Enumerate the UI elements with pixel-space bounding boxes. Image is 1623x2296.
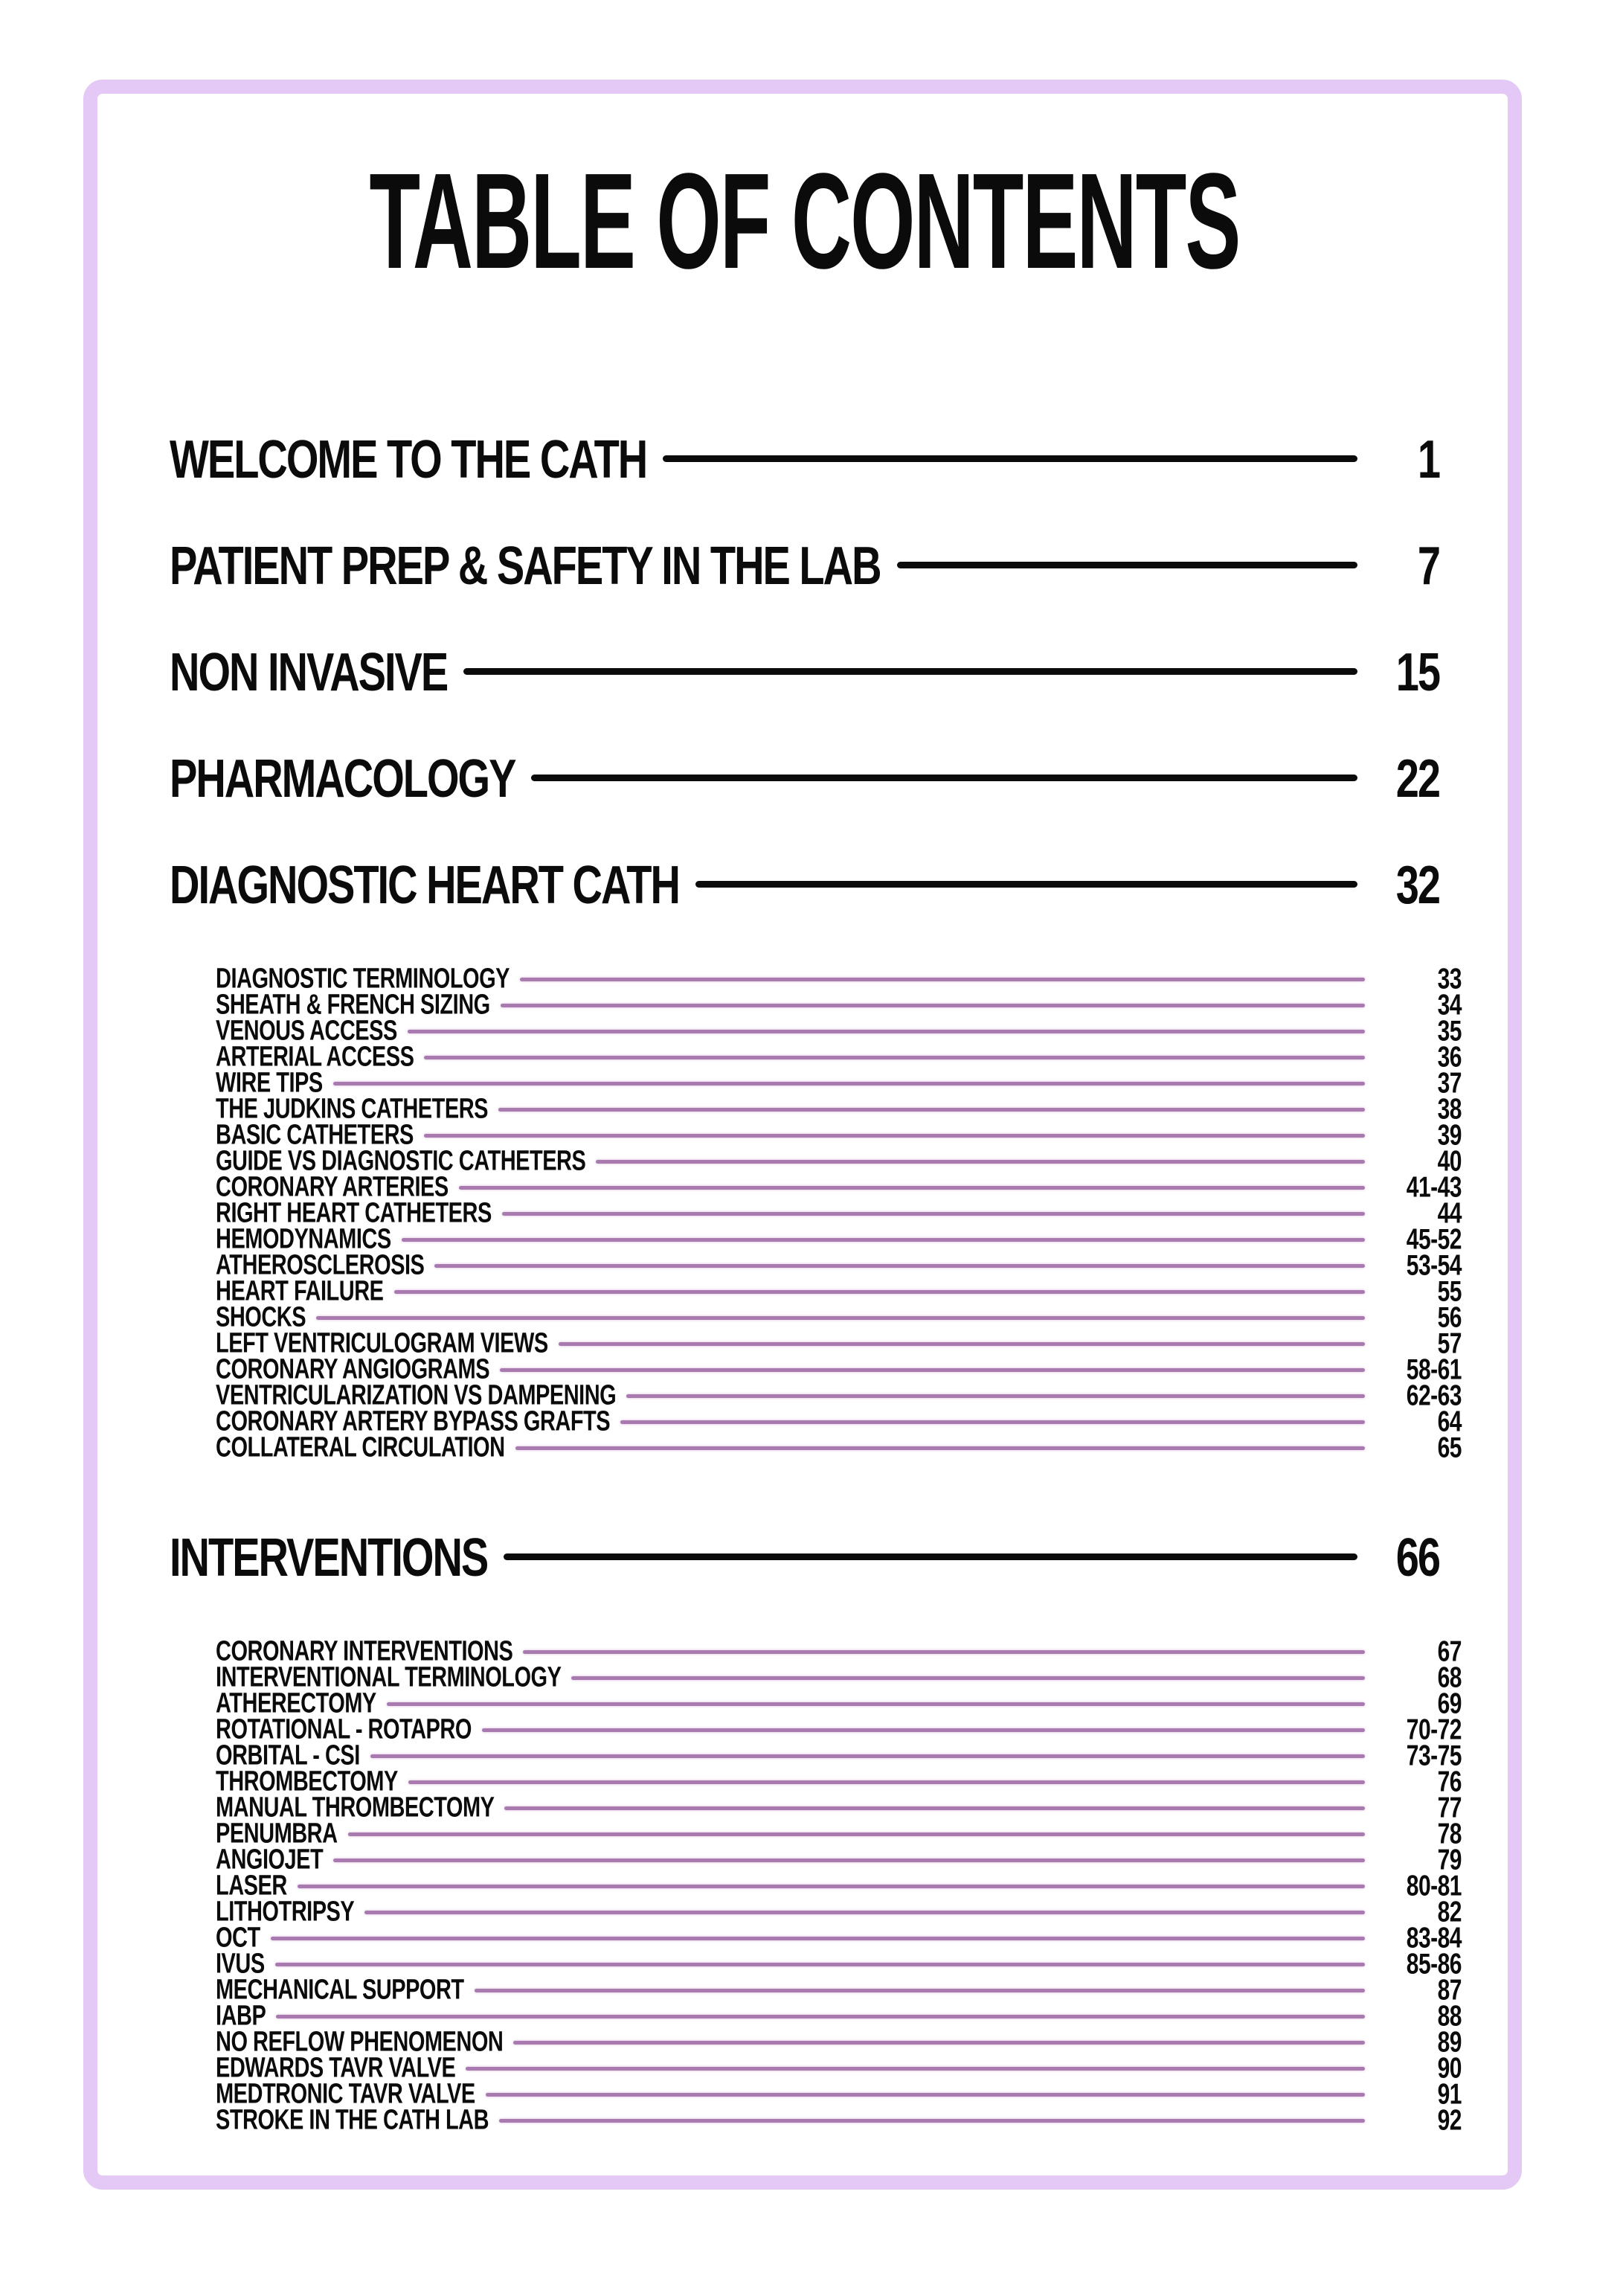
toc-subitem-row [216,1041,1462,1074]
toc-subitem-label: WIRE TIPS [216,1068,323,1099]
toc-subitem-row [216,989,1462,1022]
toc-subitem-leader-line [559,1342,1365,1346]
toc-subitem-page-number: 69 [1437,1687,1462,1720]
toc-subsection-list [216,1635,1462,2137]
toc-subitem-page-number: 76 [1437,1766,1462,1798]
toc-section-label: DIAGNOSTIC HEART CATH [170,853,679,914]
toc-section-page-number: 22 [1395,747,1439,808]
toc-subitem-row [216,1171,1462,1204]
toc-subitem-label: COLLATERAL CIRCULATION [216,1432,505,1463]
toc-subitem-leader-line [434,1264,1365,1268]
toc-subitem-row [216,1948,1462,1981]
toc-subitem-label: LASER [216,1870,287,1902]
toc-subitem-page-number: 70-72 [1406,1713,1462,1746]
toc-subitem-row [216,1015,1462,1048]
toc-subitem-row [216,1896,1462,1928]
toc-subitem-row [216,1301,1462,1334]
toc-section-row [170,428,1439,489]
toc-subitem-leader-line [394,1290,1366,1294]
toc-section-page-number: 66 [1395,1526,1439,1587]
toc-subitem-page-number: 89 [1437,2026,1462,2059]
toc-subitem-label: RIGHT HEART CATHETERS [216,1198,492,1229]
toc-subitem-leader-line [424,1134,1365,1138]
toc-subitem-label: LEFT VENTRICULOGRAM VIEWS [216,1328,548,1359]
toc-subitem-label: NO REFLOW PHENOMENON [216,2027,504,2058]
toc-subitem-page-number: 67 [1437,1635,1462,1668]
toc-subitem-label: HEART FAILURE [216,1276,384,1307]
toc-subitem-leader-line [348,1832,1365,1836]
toc-subitem-row [216,1635,1462,1668]
page-border [83,80,1522,2190]
toc-subitem-label: OCT [216,1923,260,1954]
toc-subitem-leader-line [408,1030,1365,1033]
toc-subitem-leader-line [316,1316,1365,1320]
toc-subitem-leader-line [513,2041,1365,2045]
toc-subitem-page-number: 34 [1437,989,1462,1022]
toc-subitem-label: IVUS [216,1949,265,1980]
toc-subitem-page-number: 39 [1437,1119,1462,1152]
toc-subitem-row [216,1275,1462,1308]
toc-subitem-row [216,1145,1462,1178]
toc-subitem-row [216,2000,1462,2033]
toc-subitem-row [216,1974,1462,2007]
toc-section-row [170,853,1439,914]
toc-subitem-label: EDWARDS TAVR VALVE [216,2053,456,2084]
toc-subitem-leader-line [571,1676,1365,1680]
toc-subitem-row [216,1353,1462,1386]
toc-subitem-page-number: 53-54 [1406,1249,1462,1282]
toc-subitem-row [216,1922,1462,1955]
toc-subitem-label: THE JUDKINS CATHETERS [216,1094,488,1125]
toc-subitem-label: DIAGNOSTIC TERMINOLOGY [216,963,510,995]
toc-subitem-leader-line [501,1004,1365,1007]
toc-subitem-leader-line [402,1238,1365,1242]
toc-subitem-leader-line [498,1108,1365,1112]
toc-section-leader-line [695,881,1357,888]
toc-subitem-page-number: 79 [1437,1844,1462,1876]
toc-subitem-row [216,2078,1462,2111]
toc-subitem-leader-line [482,1728,1365,1732]
toc-subitem-label: THROMBECTOMY [216,1766,398,1798]
toc-subitem-leader-line [459,1186,1365,1190]
toc-subitem-label: BASIC CATHETERS [216,1120,414,1151]
toc-subitem-page-number: 62-63 [1406,1379,1462,1412]
toc-subitem-page-number: 87 [1437,1974,1462,2007]
toc-subitem-label: SHOCKS [216,1302,306,1333]
toc-section-row [170,534,1439,595]
toc-subitem-label: MANUAL THROMBECTOMY [216,1792,495,1824]
toc-section-page-number: 15 [1395,641,1439,702]
toc-subitem-page-number: 68 [1437,1661,1462,1694]
toc-subitem-leader-line [387,1702,1365,1706]
toc-subitem-row [216,1818,1462,1850]
toc-subitem-page-number: 80-81 [1406,1870,1462,1902]
toc-subitem-page-number: 77 [1437,1792,1462,1824]
toc-subitem-row [216,1405,1462,1438]
toc-section-label: WELCOME TO THE CATH [170,428,647,489]
toc-subitem-label: CORONARY ARTERIES [216,1172,449,1203]
toc-subitem-leader-line [502,1212,1365,1216]
toc-subitem-leader-line [298,1885,1365,1888]
table-of-contents [170,428,1462,2137]
toc-subitem-row [216,2104,1462,2137]
toc-subitem-row [216,1379,1462,1412]
toc-subitem-leader-line [333,1859,1365,1862]
page-title: TABLE OF CONTENTS [369,145,1240,297]
toc-subitem-label: CORONARY ANGIOGRAMS [216,1354,490,1385]
toc-subitem-leader-line [276,2015,1365,2018]
toc-subitem-page-number: 36 [1437,1041,1462,1074]
toc-subitem-leader-line [275,1963,1365,1966]
toc-subitem-page-number: 64 [1437,1405,1462,1438]
toc-subitem-page-number: 65 [1437,1431,1462,1464]
toc-subitem-page-number: 38 [1437,1093,1462,1126]
toc-subitem-leader-line [486,2093,1365,2097]
toc-subitem-label: ROTATIONAL - ROTAPRO [216,1714,472,1745]
toc-subitem-leader-line [620,1420,1365,1424]
toc-subitem-row [216,1067,1462,1100]
toc-subitem-label: ORBITAL - CSI [216,1740,360,1771]
toc-subitem-leader-line [499,2119,1365,2123]
toc-subitem-row [216,1766,1462,1798]
toc-subitem-row [216,1713,1462,1746]
toc-subitem-page-number: 85-86 [1406,1948,1462,1981]
toc-subsection-list [216,963,1462,1464]
toc-subitem-page-number: 82 [1437,1896,1462,1928]
toc-subitem-page-number: 73-75 [1406,1739,1462,1772]
toc-subitem-page-number: 91 [1437,2078,1462,2111]
toc-subitem-leader-line [626,1394,1365,1398]
toc-subitem-leader-line [424,1056,1365,1059]
toc-subitem-page-number: 56 [1437,1301,1462,1334]
toc-subitem-page-number: 40 [1437,1145,1462,1178]
toc-subitem-page-number: 37 [1437,1067,1462,1100]
toc-subitem-page-number: 58-61 [1406,1353,1462,1386]
toc-subitem-label: GUIDE VS DIAGNOSTIC CATHETERS [216,1146,586,1177]
toc-subitem-page-number: 35 [1437,1015,1462,1048]
toc-subitem-label: IABP [216,2001,266,2032]
toc-subitem-page-number: 78 [1437,1818,1462,1850]
toc-subitem-label: SHEATH & FRENCH SIZING [216,990,490,1021]
toc-subitem-label: VENTRICULARIZATION VS DAMPENING [216,1380,617,1411]
toc-subitem-page-number: 92 [1437,2104,1462,2137]
toc-section-label: NON INVASIVE [170,641,448,702]
toc-subitem-row [216,1792,1462,1824]
toc-section-row [170,641,1439,702]
toc-section-row [170,1526,1439,1587]
toc-subitem-row [216,1093,1462,1126]
toc-subitem-row [216,1197,1462,1230]
toc-subitem-row [216,1870,1462,1902]
toc-subitem-label: ANGIOJET [216,1844,324,1876]
toc-subitem-label: MEDTRONIC TAVR VALVE [216,2079,475,2110]
toc-subitem-row [216,1223,1462,1256]
toc-subitem-label: CORONARY INTERVENTIONS [216,1636,513,1667]
toc-subitem-page-number: 45-52 [1406,1223,1462,1256]
toc-subitem-leader-line [515,1446,1365,1450]
toc-subitem-label: PENUMBRA [216,1818,338,1850]
toc-subitem-label: VENOUS ACCESS [216,1016,397,1047]
toc-subitem-page-number: 57 [1437,1327,1462,1360]
toc-section-label: PATIENT PREP & SAFETY IN THE LAB [170,534,881,595]
toc-subitem-page-number: 88 [1437,2000,1462,2033]
toc-subitem-leader-line [364,1911,1365,1914]
toc-subitem-row [216,1119,1462,1152]
toc-section-page-number: 32 [1395,853,1439,914]
toc-section-leader-line [663,455,1357,462]
toc-subitem-leader-line [500,1368,1365,1372]
toc-subitem-row [216,2026,1462,2059]
toc-subitem-page-number: 55 [1437,1275,1462,1308]
toc-subitem-label: MECHANICAL SUPPORT [216,1975,464,2006]
toc-subitem-leader-line [520,978,1365,981]
toc-subitem-row [216,1661,1462,1694]
toc-section-leader-line [531,775,1357,781]
toc-subitem-row [216,963,1462,995]
toc-subitem-label: ATHERECTOMY [216,1688,376,1719]
toc-section-label: INTERVENTIONS [170,1526,488,1587]
toc-section-leader-line [504,1553,1357,1560]
toc-section-label: PHARMACOLOGY [170,747,515,808]
toc-subitem-page-number: 33 [1437,963,1462,995]
toc-subitem-leader-line [408,1780,1365,1784]
toc-subitem-row [216,1739,1462,1772]
toc-subitem-label: HEMODYNAMICS [216,1224,391,1255]
toc-subitem-label: STROKE IN THE CATH LAB [216,2105,489,2136]
toc-subitem-row [216,2052,1462,2085]
toc-subitem-row [216,1431,1462,1464]
toc-section-leader-line [897,562,1357,568]
toc-subitem-label: LITHOTRIPSY [216,1896,355,1928]
toc-section-row [170,747,1439,808]
page-content [170,94,1462,2175]
toc-subitem-leader-line [596,1160,1365,1164]
toc-subitem-page-number: 90 [1437,2052,1462,2085]
toc-section-leader-line [463,668,1357,675]
toc-section-page-number: 1 [1417,428,1439,489]
toc-subitem-row [216,1844,1462,1876]
toc-section-page-number: 7 [1417,534,1439,595]
toc-subitem-page-number: 83-84 [1406,1922,1462,1955]
toc-subitem-leader-line [333,1082,1365,1086]
toc-subitem-leader-line [475,1989,1365,1992]
toc-subitem-label: CORONARY ARTERY BYPASS GRAFTS [216,1406,611,1437]
toc-subitem-leader-line [504,1806,1365,1810]
toc-subitem-leader-line [466,2067,1365,2071]
toc-subitem-row [216,1249,1462,1282]
toc-subitem-leader-line [523,1650,1365,1654]
toc-subitem-row [216,1327,1462,1360]
toc-subitem-label: ATHEROSCLEROSIS [216,1250,425,1281]
toc-subitem-label: INTERVENTIONAL TERMINOLOGY [216,1662,562,1693]
toc-subitem-page-number: 41-43 [1406,1171,1462,1204]
toc-subitem-page-number: 44 [1437,1197,1462,1230]
toc-subitem-row [216,1687,1462,1720]
toc-subitem-leader-line [370,1754,1365,1758]
toc-subitem-leader-line [271,1937,1365,1940]
toc-subitem-label: ARTERIAL ACCESS [216,1042,414,1073]
